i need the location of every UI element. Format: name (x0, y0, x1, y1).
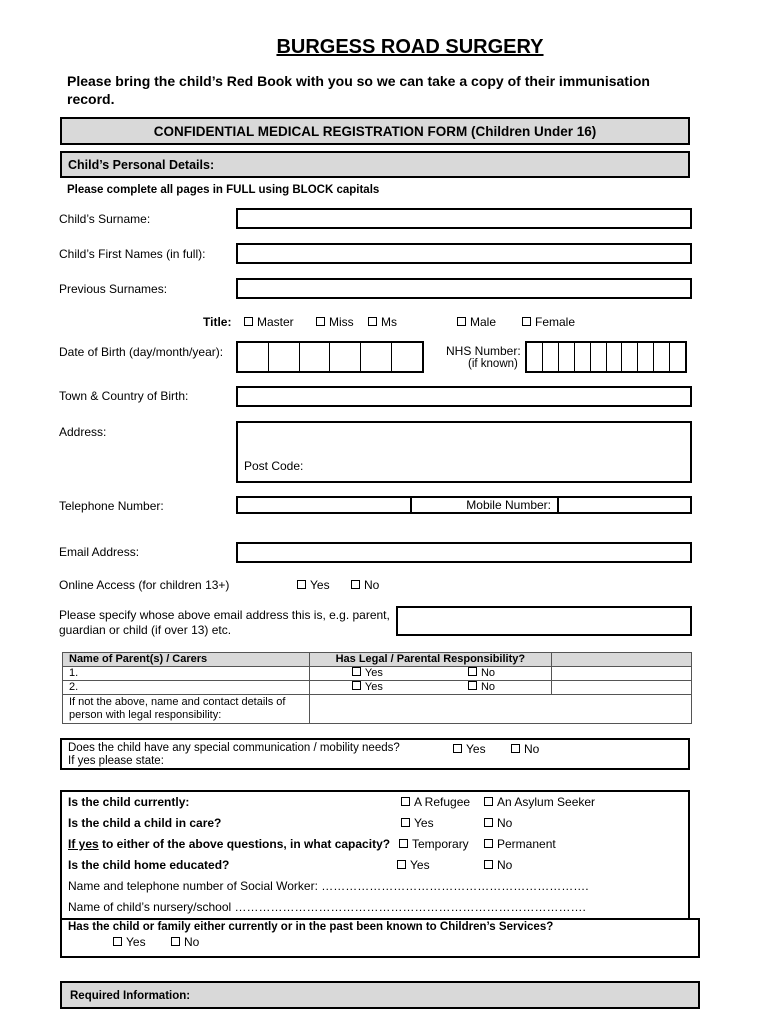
checkbox-icon[interactable] (511, 744, 520, 753)
dob-field[interactable] (236, 341, 424, 373)
temporary-option[interactable] (399, 837, 469, 851)
checkbox-icon[interactable] (352, 681, 361, 690)
address-field[interactable] (236, 421, 692, 483)
email-field[interactable] (236, 542, 692, 563)
email-whose-field[interactable] (396, 606, 692, 636)
option-label: Permanent (497, 837, 556, 851)
dob-digit[interactable] (392, 343, 422, 371)
refugee-option[interactable] (401, 795, 470, 809)
checkbox-icon[interactable] (484, 818, 493, 827)
option-label: Yes (364, 681, 383, 693)
other-responsible-field[interactable] (309, 695, 691, 724)
nhs-digit[interactable] (543, 343, 559, 371)
checkbox-icon[interactable] (397, 860, 406, 869)
town-country-label: Town & Country of Birth: (59, 389, 189, 403)
option-label: No (480, 667, 495, 679)
online-access-no[interactable] (351, 578, 379, 592)
parent-1-name[interactable]: 1. (63, 667, 310, 681)
red-book-note: Please bring the child’s Red Book with you so we can take a copy of their immunisation record. (67, 73, 650, 107)
post-code-label: Post Code: (244, 459, 304, 473)
surname-label: Child’s Surname: (59, 212, 151, 226)
option-label: Master (257, 315, 294, 329)
checkbox-icon[interactable] (244, 317, 253, 326)
form-title-bar (60, 117, 690, 145)
option-label: No (364, 578, 380, 592)
dob-digit[interactable] (238, 343, 269, 371)
address-label: Address: (59, 425, 107, 439)
previous-surnames-field[interactable] (236, 278, 692, 299)
nhs-number-field[interactable] (525, 341, 687, 373)
social-worker-line[interactable]: Name and telephone number of Social Worker: …………………………………………………………. (68, 879, 589, 893)
other-responsible-label: If not the above, name and contact details of person with legal responsibility: (63, 695, 310, 724)
parents-col-blank (551, 653, 691, 667)
checkbox-icon[interactable] (484, 839, 493, 848)
asylum-option[interactable] (484, 795, 595, 809)
telephone-field[interactable] (236, 496, 412, 514)
childrens-services-no[interactable] (171, 935, 199, 949)
parent-2-responsibility (309, 681, 551, 695)
telephone-label: Telephone Number: (59, 499, 164, 513)
checkbox-icon[interactable] (399, 839, 408, 848)
option-label: Yes (466, 742, 486, 756)
parent-1-no[interactable] (468, 667, 495, 679)
parents-table (62, 652, 692, 724)
parent-1-yes[interactable] (352, 667, 383, 679)
nhs-digit[interactable] (670, 343, 685, 371)
nhs-digit[interactable] (591, 343, 607, 371)
table-row (63, 667, 692, 681)
parent-1-extra (551, 667, 691, 681)
checkbox-icon[interactable] (352, 667, 361, 676)
special-needs-box (60, 738, 690, 770)
page-title: BURGESS ROAD SURGERY (276, 36, 544, 58)
checkbox-icon[interactable] (351, 580, 360, 589)
title-master-option[interactable] (244, 315, 294, 329)
parents-col-name: Name of Parent(s) / Carers (63, 653, 310, 667)
checkbox-icon[interactable] (401, 797, 410, 806)
option-label: Yes (414, 816, 434, 830)
special-needs-yes[interactable] (453, 742, 486, 756)
special-needs-if-yes: If yes please state: (68, 755, 164, 767)
currently-label: Is the child currently: (68, 795, 190, 809)
nhs-if-known-label: (if known) (468, 358, 518, 370)
special-needs-question: Does the child have any special communication / mobility needs? (68, 742, 400, 754)
mobile-field[interactable] (557, 496, 692, 514)
home-educated-label: Is the child home educated? (68, 858, 230, 872)
online-access-label: Online Access (for children 13+) (59, 578, 230, 592)
personal-details-header (60, 151, 690, 178)
checkbox-icon[interactable] (453, 744, 462, 753)
first-names-field[interactable] (236, 243, 692, 264)
childrens-services-box (60, 918, 700, 958)
option-label: Yes (364, 667, 383, 679)
dob-digit[interactable] (330, 343, 361, 371)
required-info-header (60, 981, 700, 1009)
dob-digit[interactable] (269, 343, 300, 371)
special-needs-no[interactable] (511, 742, 539, 756)
checkbox-icon[interactable] (368, 317, 377, 326)
option-label: Male (470, 315, 497, 329)
table-row (63, 681, 692, 695)
home-educated-yes[interactable] (397, 858, 430, 872)
title-miss-option[interactable] (316, 315, 354, 329)
parents-col-responsibility: Has Legal / Parental Responsibility? (309, 653, 551, 667)
checkbox-icon[interactable] (316, 317, 325, 326)
checkbox-icon[interactable] (468, 667, 477, 676)
option-label: An Asylum Seeker (497, 795, 596, 809)
first-names-label: Child’s First Names (in full): (59, 247, 206, 261)
parent-1-responsibility (309, 667, 551, 681)
home-educated-no[interactable] (484, 858, 512, 872)
required-info-title: Required Information: (70, 990, 191, 1002)
parents-table-header (63, 653, 692, 667)
checkbox-icon[interactable] (457, 317, 466, 326)
parent-2-extra (551, 681, 691, 695)
dob-label: Date of Birth (day/month/year): (59, 345, 224, 359)
sex-male-option[interactable] (457, 315, 496, 329)
nhs-digit[interactable] (622, 343, 638, 371)
parent-2-name[interactable]: 2. (63, 681, 310, 695)
dob-digit[interactable] (300, 343, 331, 371)
nhs-digit[interactable] (654, 343, 670, 371)
child-status-box (60, 790, 690, 920)
mobile-label-cell (410, 496, 559, 514)
checkbox-icon[interactable] (297, 580, 306, 589)
block-capitals-instruction: Please complete all pages in FULL using BLOCK capitals (67, 184, 380, 196)
form-title: CONFIDENTIAL MEDICAL REGISTRATION FORM (Children Under 16) (153, 124, 597, 139)
parent-2-yes[interactable] (352, 681, 383, 693)
checkbox-icon[interactable] (484, 797, 493, 806)
nhs-digit[interactable] (575, 343, 591, 371)
checkbox-icon[interactable] (113, 937, 122, 946)
option-label: Ms (381, 315, 397, 329)
option-label: No (497, 858, 513, 872)
option-label: Yes (310, 578, 330, 592)
in-care-no[interactable] (484, 816, 512, 830)
nhs-digit[interactable] (638, 343, 654, 371)
option-label: Temporary (412, 837, 469, 851)
permanent-option[interactable] (484, 837, 556, 851)
option-label: No (184, 935, 200, 949)
option-label: Yes (410, 858, 430, 872)
childrens-services-yes[interactable] (113, 935, 146, 949)
capacity-label (68, 837, 390, 851)
personal-details-title: Child’s Personal Details: (68, 158, 215, 172)
mobile-label: Mobile Number: (466, 498, 551, 512)
option-label: No (524, 742, 540, 756)
checkbox-icon[interactable] (484, 860, 493, 869)
if-yes-text: If yes (68, 837, 99, 851)
option-label: A Refugee (414, 795, 471, 809)
nhs-number-label: NHS Number: (446, 344, 521, 358)
option-label: Yes (126, 935, 146, 949)
online-access-yes[interactable] (297, 578, 330, 592)
email-label: Email Address: (59, 545, 140, 559)
nhs-digit[interactable] (607, 343, 623, 371)
in-care-label: Is the child a child in care? (68, 816, 222, 830)
checkbox-icon[interactable] (401, 818, 410, 827)
surname-field[interactable] (236, 208, 692, 229)
title-ms-option[interactable] (368, 315, 397, 329)
checkbox-icon[interactable] (468, 681, 477, 690)
childrens-services-question: Has the child or family either currently or in the past been known to Children’s Services? (68, 921, 554, 933)
nursery-line[interactable]: Name of child’s nursery/school ……………………………………………………………………………. (68, 900, 586, 914)
option-label: No (497, 816, 513, 830)
option-label: Miss (329, 315, 354, 329)
nhs-digit[interactable] (527, 343, 543, 371)
email-whose-label: Please specify whose above email address this is, e.g. parent, guardian or child (if over 13) etc. (59, 608, 390, 637)
checkbox-icon[interactable] (171, 937, 180, 946)
checkbox-icon[interactable] (522, 317, 531, 326)
capacity-text: to either of the above questions, in what capacity? (98, 837, 391, 851)
town-country-field[interactable] (236, 386, 692, 407)
sex-female-option[interactable] (522, 315, 575, 329)
option-label: Female (535, 315, 576, 329)
title-label: Title: (203, 315, 232, 329)
table-row (63, 695, 692, 724)
dob-digit[interactable] (361, 343, 392, 371)
option-label: No (480, 681, 495, 693)
parent-2-no[interactable] (468, 681, 495, 693)
nhs-digit[interactable] (559, 343, 575, 371)
previous-surnames-label: Previous Surnames: (59, 282, 168, 296)
in-care-yes[interactable] (401, 816, 434, 830)
